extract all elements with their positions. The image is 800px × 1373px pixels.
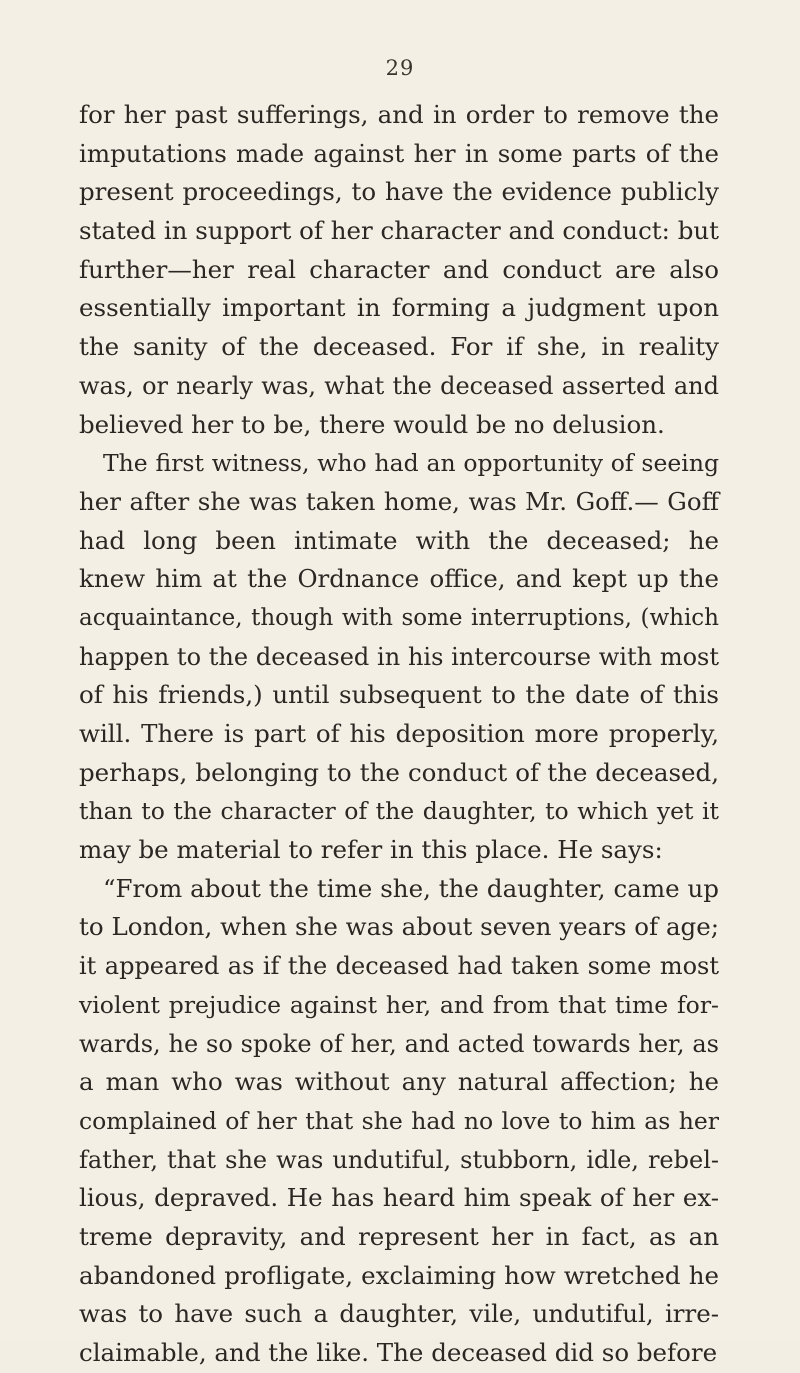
text-line: acquaintance, though with some interruptions, (which bbox=[79, 604, 719, 631]
text-line: knew him at the Ordnance office, and kept up the bbox=[79, 564, 719, 594]
text-line: The first witness, who had an opportunity of seeing bbox=[103, 449, 719, 478]
text-line: wards, he so spoke of her, and acted towards her, as bbox=[79, 1029, 719, 1058]
text-line: further—her real character and conduct are also bbox=[79, 254, 719, 284]
text-line: stated in support of her character and conduct: but bbox=[79, 216, 719, 246]
text-line: violent prejudice against her, and from that time for- bbox=[79, 990, 719, 1019]
text-line: her after she was taken home, was Mr. Goff.— Goff bbox=[79, 486, 719, 516]
text-line: a man who was without any natural affection; he bbox=[79, 1067, 719, 1097]
text-line: father, that she was undutiful, stubborn, idle, rebel- bbox=[79, 1145, 719, 1174]
text-line: perhaps, belonging to the conduct of the deceased, bbox=[79, 757, 719, 787]
text-line: “From about the time she, the daughter, came up bbox=[103, 873, 719, 903]
text-line: of his friends,) until subsequent to the date of this bbox=[79, 680, 719, 710]
text-line: lious, depraved. He has heard him speak of her ex- bbox=[79, 1183, 719, 1213]
text-line: to London, when she was about seven years of age; bbox=[79, 912, 719, 942]
text-line: had long been intimate with the deceased; he bbox=[79, 525, 719, 555]
text-line: it appeared as if the deceased had taken some most bbox=[79, 952, 719, 981]
text-line: essentially important in forming a judgment upon bbox=[79, 293, 719, 323]
text-line: was, or nearly was, what the deceased asserted and bbox=[79, 371, 719, 400]
text-line: happen to the deceased in his intercourse with most bbox=[79, 642, 719, 671]
text-line: was to have such a daughter, vile, undutiful, irre- bbox=[79, 1299, 719, 1329]
text-line: claimable, and the like. The deceased did so before bbox=[79, 1338, 718, 1367]
text-line: than to the character of the daughter, to which yet it bbox=[79, 797, 719, 826]
text-line: present proceedings, to have the evidence publicly bbox=[79, 177, 719, 207]
text-line: imputations made against her in some parts of the bbox=[79, 138, 719, 168]
body-text bbox=[79, 96, 719, 1373]
text-line: may be material to refer in this place. He says: bbox=[79, 835, 663, 865]
text-line: will. There is part of his deposition more properly, bbox=[79, 719, 719, 748]
text-line: complained of her that she had no love to him as her bbox=[79, 1106, 719, 1135]
page-number: 29 bbox=[385, 56, 415, 80]
text-line: the sanity of the deceased. For if she, in reality bbox=[79, 332, 719, 362]
text-line: for her past sufferings, and in order to remove the bbox=[79, 100, 719, 129]
text-line: treme depravity, and represent her in fact, as an bbox=[79, 1221, 719, 1251]
text-line: abandoned profligate, exclaiming how wretched he bbox=[79, 1260, 719, 1290]
text-line: believed her to be, there would be no delusion. bbox=[79, 409, 665, 439]
